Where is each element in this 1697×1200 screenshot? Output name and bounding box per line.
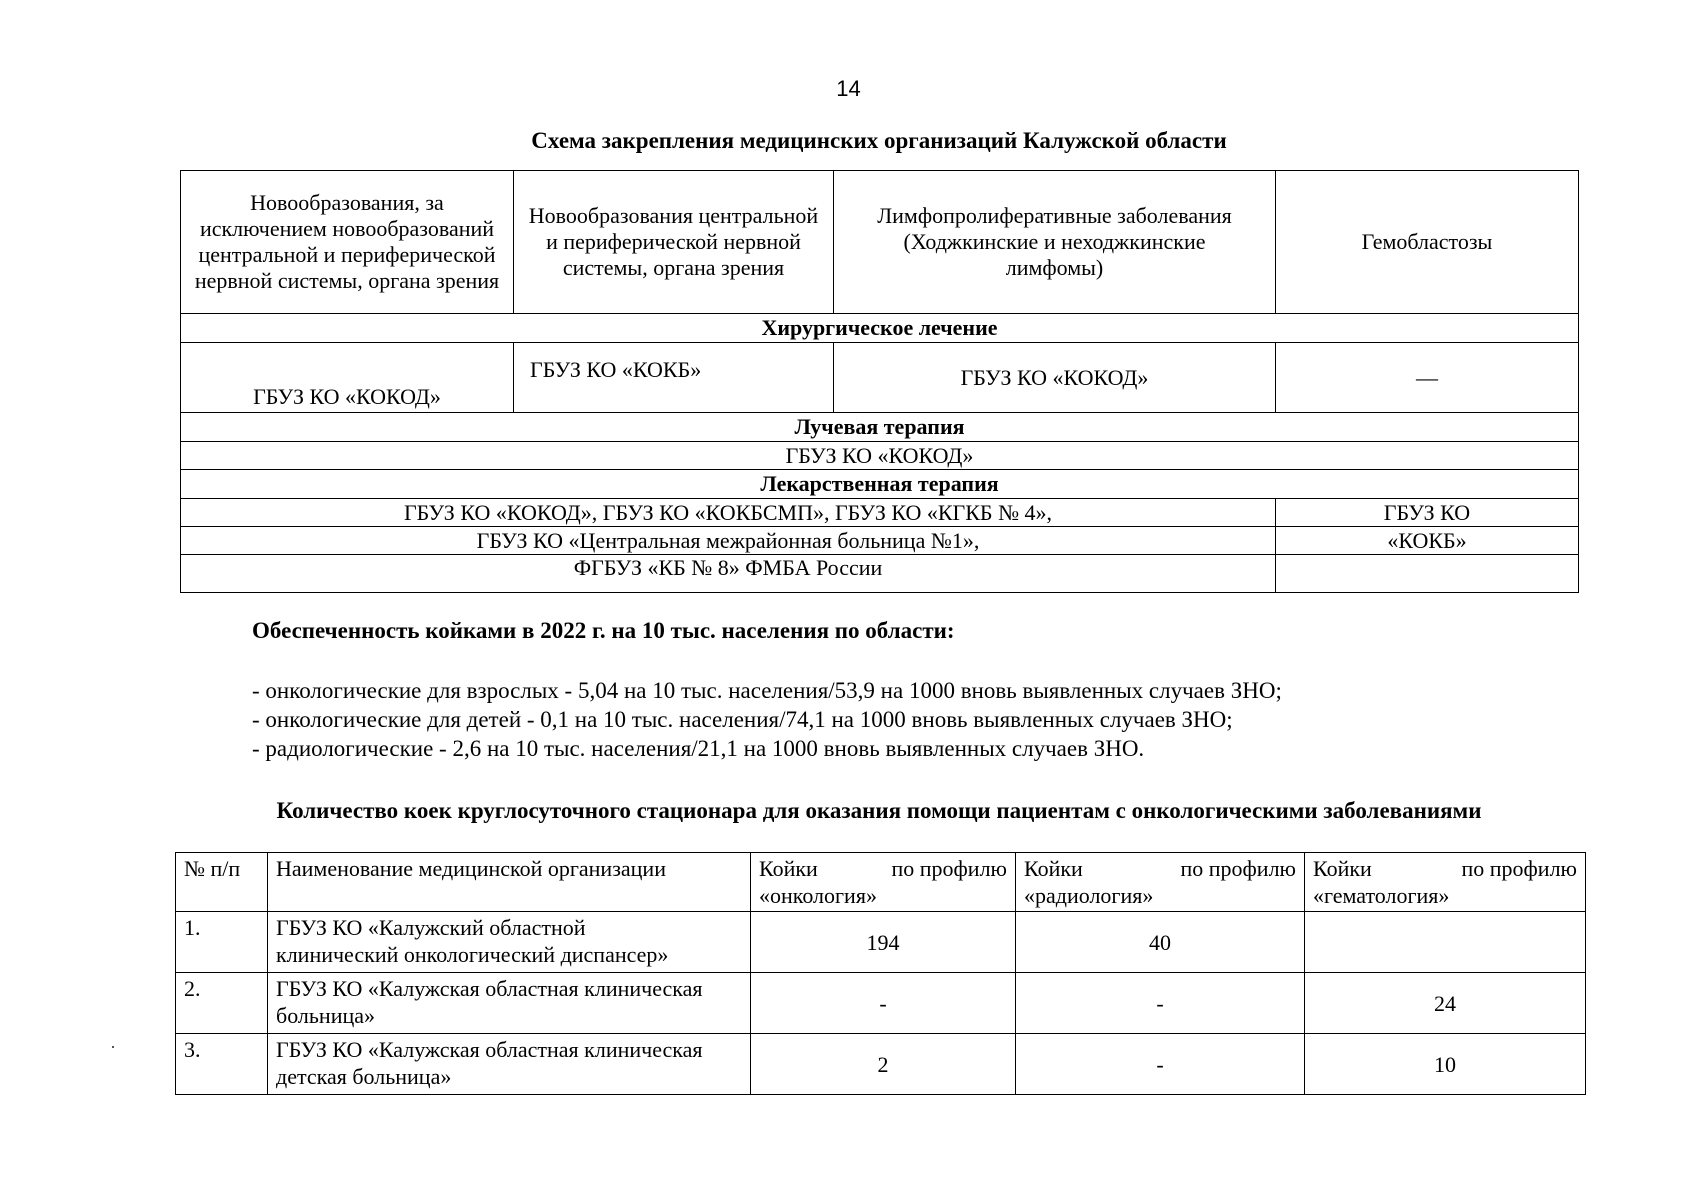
row-num: 3. bbox=[176, 1034, 268, 1095]
row-num: 1. bbox=[176, 912, 268, 973]
header-line: (Ходжкинские и неходжкинские bbox=[903, 229, 1206, 254]
header-neoplasms-cns bbox=[514, 171, 834, 314]
table-row bbox=[176, 973, 1586, 1034]
scheme-title: Схема закрепления медицинских организаций Калужской области bbox=[531, 128, 1227, 153]
header-line: исключением новообразований bbox=[199, 216, 495, 241]
drug-hemo-line: «КОКБ» bbox=[1276, 527, 1579, 555]
beds-table bbox=[175, 852, 1586, 1095]
row-name-line: клинический онкологический диспансер» bbox=[276, 942, 669, 967]
list-item: - онкологические для взрослых - 5,04 на 10 тыс. населения/53,9 на 1000 вновь выявленных случаев ЗНО; bbox=[252, 678, 1282, 703]
row-name-line: больница» bbox=[276, 1003, 375, 1028]
row-radiology: - bbox=[1016, 973, 1305, 1034]
header-num: № п/п bbox=[176, 853, 268, 912]
list-item: - онкологические для детей - 0,1 на 10 тыс. населения/74,1 на 1000 вновь выявленных случаев ЗНО; bbox=[252, 707, 1233, 732]
drug-line: ФГБУЗ «КБ № 8» ФМБА России bbox=[181, 555, 1276, 593]
beds-header-row bbox=[176, 853, 1586, 912]
row-num: 2. bbox=[176, 973, 268, 1034]
table-row bbox=[176, 1034, 1586, 1095]
header-line: центральной и периферической bbox=[198, 242, 496, 267]
scan-speck bbox=[112, 1046, 114, 1048]
surgical-cell: — bbox=[1276, 343, 1579, 413]
header-word: по профилю bbox=[1461, 856, 1577, 881]
header-oncology bbox=[751, 853, 1016, 912]
header-line: Лимфопролиферативные заболевания bbox=[877, 203, 1232, 228]
table-row bbox=[176, 912, 1586, 973]
row-hematology: 10 bbox=[1305, 1034, 1586, 1095]
header-word: по профилю bbox=[891, 856, 1007, 881]
row-oncology: 2 bbox=[751, 1034, 1016, 1095]
surgical-cell: ГБУЗ КО «КОКОД» bbox=[181, 343, 514, 413]
header-word: Койки bbox=[759, 856, 818, 881]
header-word: Койки bbox=[1313, 856, 1372, 881]
header-neoplasms-other bbox=[181, 171, 514, 314]
header-word: «радиология» bbox=[1024, 883, 1154, 908]
drug-line: ГБУЗ КО «КОКОД», ГБУЗ КО «КОКБСМП», ГБУЗ КО «КГКБ № 4», bbox=[181, 499, 1276, 527]
section-drug: Лекарственная терапия bbox=[181, 470, 1579, 499]
beds-supply-heading: Обеспеченность койками в 2022 г. на 10 тыс. населения по области: bbox=[252, 618, 955, 643]
header-name: Наименование медицинской организации bbox=[268, 853, 751, 912]
row-name bbox=[268, 973, 751, 1034]
header-word: «гематология» bbox=[1313, 883, 1450, 908]
header-line: лимфомы) bbox=[1005, 255, 1104, 280]
header-word: по профилю bbox=[1180, 856, 1296, 881]
section-radiation: Лучевая терапия bbox=[181, 413, 1579, 442]
scheme-table bbox=[180, 170, 1579, 593]
row-name-line: ГБУЗ КО «Калужская областная клиническая bbox=[276, 976, 703, 1001]
row-name-line: ГБУЗ КО «Калужская областная клиническая bbox=[276, 1037, 703, 1062]
header-line: Новообразования, за bbox=[250, 190, 444, 215]
row-radiology: - bbox=[1016, 1034, 1305, 1095]
scheme-header-row bbox=[181, 171, 1579, 314]
header-lymphoproliferative bbox=[834, 171, 1276, 314]
header-line: Гемобластозы bbox=[1361, 229, 1493, 254]
row-name bbox=[268, 1034, 751, 1095]
row-hematology bbox=[1305, 912, 1586, 973]
header-word: Койки bbox=[1024, 856, 1083, 881]
header-hematology bbox=[1305, 853, 1586, 912]
header-line: и периферической нервной bbox=[546, 229, 801, 254]
list-item: - радиологические - 2,6 на 10 тыс. населения/21,1 на 1000 вновь выявленных случаев ЗНО. bbox=[252, 736, 1145, 761]
row-name-line: детская больница» bbox=[276, 1064, 452, 1089]
page-number: 14 bbox=[836, 76, 861, 101]
drug-hemo-empty bbox=[1276, 555, 1579, 593]
surgical-cell: ГБУЗ КО «КОКБ» bbox=[514, 343, 834, 413]
drug-line: ГБУЗ КО «Центральная межрайонная больница №1», bbox=[181, 527, 1276, 555]
surgical-cell: ГБУЗ КО «КОКОД» bbox=[834, 343, 1276, 413]
header-line: системы, органа зрения bbox=[562, 255, 785, 280]
beds-supply-list bbox=[252, 676, 1282, 763]
row-radiology: 40 bbox=[1016, 912, 1305, 973]
row-oncology: 194 bbox=[751, 912, 1016, 973]
header-line: нервной системы, органа зрения bbox=[194, 268, 500, 293]
row-name-line: ГБУЗ КО «Калужский областной bbox=[276, 915, 586, 940]
header-word: «онкология» bbox=[759, 883, 877, 908]
row-oncology: - bbox=[751, 973, 1016, 1034]
header-radiology bbox=[1016, 853, 1305, 912]
row-name bbox=[268, 912, 751, 973]
section-surgical: Хирургическое лечение bbox=[181, 314, 1579, 343]
beds-table-title: Количество коек круглосуточного стационара для оказания помощи пациентам с онкологическими заболеваниями bbox=[276, 798, 1482, 823]
radiation-value: ГБУЗ КО «КОКОД» bbox=[181, 442, 1579, 470]
surgical-row bbox=[181, 343, 1579, 413]
header-line: Новообразования центральной bbox=[528, 203, 819, 228]
header-hemoblastoses bbox=[1276, 171, 1579, 314]
row-hematology: 24 bbox=[1305, 973, 1586, 1034]
drug-hemo-line: ГБУЗ КО bbox=[1276, 499, 1579, 527]
